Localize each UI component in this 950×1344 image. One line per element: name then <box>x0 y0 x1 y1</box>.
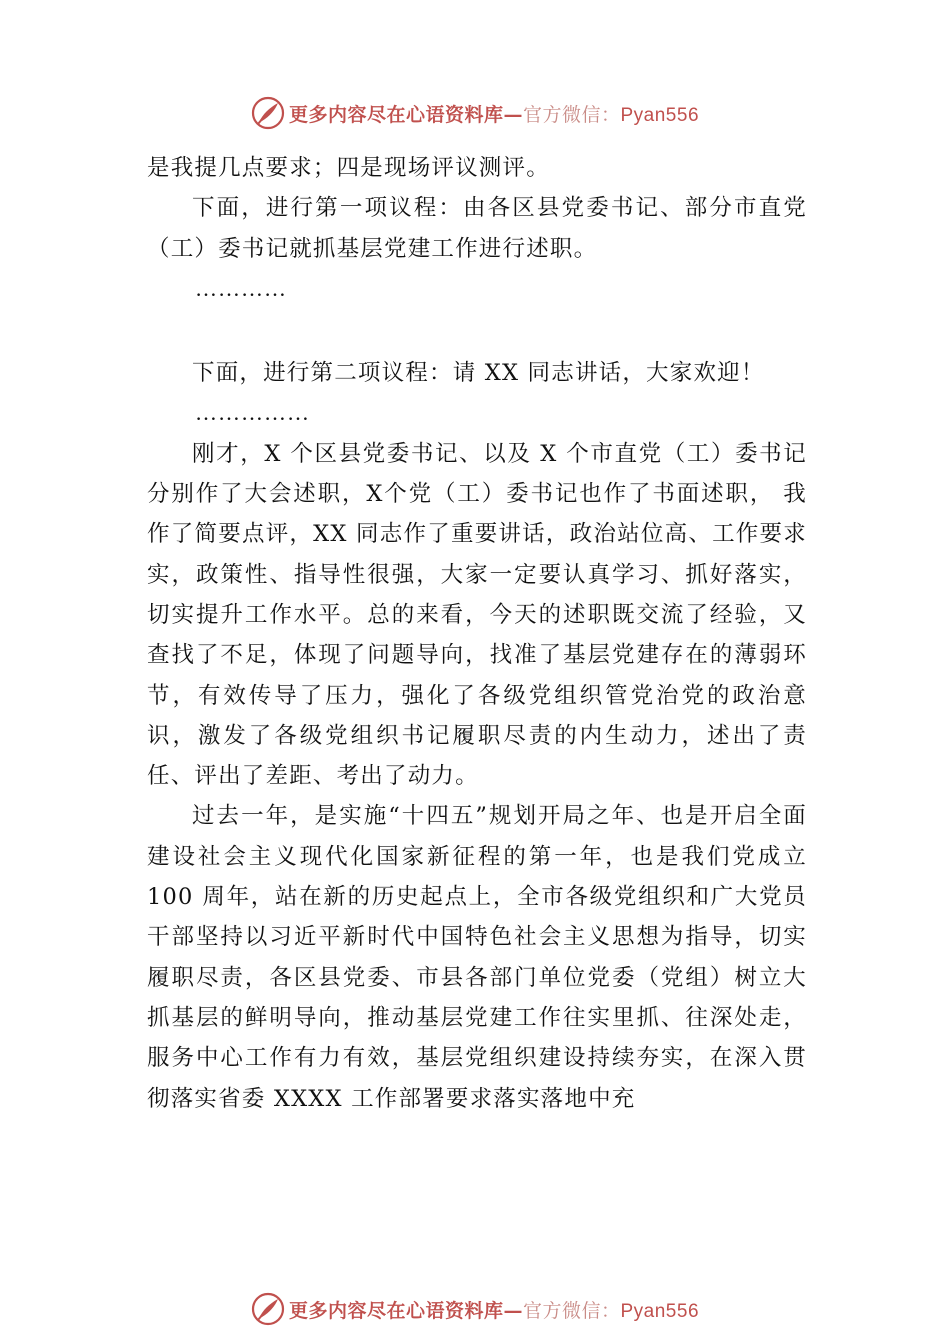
footer-official-label: 官方微信： <box>522 1299 621 1322</box>
footer-wechat-id: Pyan556 <box>620 1300 700 1322</box>
header-official-label: 官方微信： <box>522 103 621 126</box>
footer-banner <box>0 1289 950 1329</box>
paragraph-2: 下面，进行第一项议程：由各区县党委书记、部分市直党（工）委书记就抓基层党建工作进行述职。 <box>147 195 807 262</box>
header-dash: — <box>503 103 523 126</box>
quill-pen-logo-icon <box>251 1292 285 1326</box>
footer-dash: — <box>503 1299 523 1322</box>
document-body <box>147 148 807 1119</box>
footer-brand: 更多内容尽在心语资料库 <box>288 1299 504 1322</box>
quill-pen-logo-icon <box>251 96 285 130</box>
ellipsis-1: ………… <box>195 275 287 301</box>
blank-gap <box>147 309 807 353</box>
footer-text <box>289 1296 699 1323</box>
paragraph-1: 是我提几点要求；四是现场评议测评。 <box>147 155 550 181</box>
header-text <box>289 100 699 127</box>
ellipsis-2: …………… <box>195 400 310 426</box>
header-brand: 更多内容尽在心语资料库 <box>288 103 504 126</box>
header-banner <box>0 93 950 133</box>
paragraph-5: 过去一年，是实施“十四五”规划开局之年、也是开启全面建设社会主义现代化国家新征程的第一年，也是我们党成立 100 周年，站在新的历史起点上，全市各级党组织和广大党员干部坚持以习近平新时代中国特色社会主义思想为指导，切实履职尽责，各区县党委、市县各部门单位党委（党组）树立大抓基层的鲜明导向，推动基层党建工作往实里抓、往深处走，服务中心工作有力有效，基层党组织建设持续夯实，在深入贯彻落实省委 XXXX 工作部署要求落实落地中充 <box>147 803 807 1112</box>
paragraph-3: 下面，进行第二项议程：请 XX 同志讲话，大家欢迎！ <box>192 360 765 387</box>
header-wechat-id: Pyan556 <box>620 104 700 126</box>
paragraph-4: 刚才，X 个区县党委书记、以及 X 个市直党（工）委书记分别作了大会述职，X个党（工）委书记也作了书面述职， 我作了简要点评，XX 同志作了重要讲话，政治站位高、工作要求实，政策性、指导性很强，大家一定要认真学习、抓好落实，切实提升工作水平。总的来看，今天的述职既交流了经验，又查找了不足，体现了问题导向，找准了基层党建存在的薄弱环节，有效传导了压力，强化了各级党组织管党治党的政治意识，激发了各级党组织书记履职尽责的内生动力，述出了责任、评出了差距、考出了动力。 <box>147 440 807 790</box>
